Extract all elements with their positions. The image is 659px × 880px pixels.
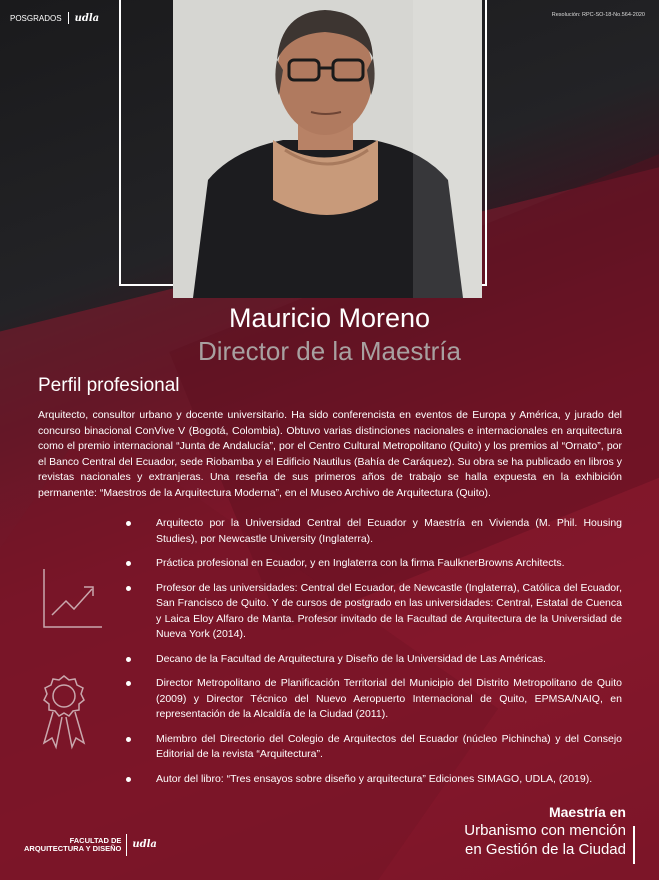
udla-logo: udla — [74, 12, 100, 24]
chart-growth-icon — [36, 565, 106, 635]
bullet-icon — [126, 521, 131, 526]
bullet-icon — [126, 737, 131, 742]
divider — [68, 12, 69, 24]
header-brand — [10, 12, 99, 24]
bullet-icon — [126, 561, 131, 566]
faculty-line2: ARQUITECTURA Y DISEÑO — [24, 844, 122, 853]
divider — [126, 834, 127, 856]
program-line2: Urbanismo con mención — [464, 822, 626, 839]
list-item-text: Profesor de las universidades: Central del Ecuador, de Newcastle (Inglaterra), Católica del Ecuador, San Francisco de Quito. Y de cursos de postgrado en las universidades: Central, Estatal de Cuenca y Laica Eloy Alfaro de Manta. Profesor invitado de la Facultad de Arquitectura de la Universidad de Nueva York (2014). — [156, 581, 622, 640]
list-item — [127, 556, 622, 572]
list-item — [127, 581, 622, 643]
list-item — [127, 676, 622, 723]
program-line1: Maestría en — [548, 804, 626, 820]
bullet-icon — [126, 777, 131, 782]
portrait-photo — [173, 0, 482, 298]
program-line3: en Gestión de la Ciudad — [465, 841, 626, 858]
list-item-text: Arquitecto por la Universidad Central del Ecuador y Maestría en Vivienda (M. Phil. Housing Studies), por Newcastle University (Inglaterra). — [156, 517, 622, 545]
list-item — [127, 516, 622, 547]
bullet-icon — [126, 586, 131, 591]
brand-label: POSGRADOS — [10, 13, 62, 23]
list-item — [127, 772, 622, 788]
person-role: Director de la Maestría — [198, 336, 461, 366]
list-item-text: Director Metropolitano de Planificación Territorial del Municipio del Distrito Metropolitano de Quito (2009) y Director Técnico del Nuevo Aeropuerto Internacional de Quito, EPMSA/NAIQ, en representación de la Alcaldía de la Ciudad (2011). — [156, 677, 622, 720]
accent-bar — [633, 826, 635, 864]
program-title — [464, 804, 626, 859]
list-item-text: Práctica profesional en Ecuador, y en Inglaterra con la firma FaulknerBrowns Architects. — [156, 557, 565, 569]
list-item-text: Miembro del Directorio del Colegio de Arquitectos del Ecuador (núcleo Pichincha) y del Consejo Editorial de la revista “Arquitectura”. — [156, 732, 622, 760]
list-item-text: Autor del libro: “Tres ensayos sobre diseño y arquitectura” Ediciones SIMAGO, UDLA, (2019). — [156, 772, 593, 785]
resolution-text: Resolución: RPC-SO-18-No.564-2020 — [551, 12, 645, 18]
bullet-icon — [126, 681, 131, 686]
udla-logo: udla — [132, 839, 157, 850]
faculty-line1: FACULTAD DE — [69, 836, 122, 845]
intro-paragraph: Arquitecto, consultor urbano y docente universitario. Ha sido conferencista en eventos de Europa y América, y jurado del concurso binacional ConVive V (Bogotá, Colombia). Obtuvo varias distinciones nacionales e internacionales en arquitectura como el premio internacional “Junta de Andalucía”, por el Centro Cultural Metropolitano (Quito) y los premios al “Ornato”, por el Banco Central del Ecuador, sede Riobamba y el Edificio Nautilus (Bahía de Caráquez). Su obra se ha publicado en libros y revistas nacionales y extranjeras. Una reseña de sus primeros años de trabajo se halla expuesta en la exhibición permanente: “Maestros de la Arquitectura Moderna”, en el Museo Archivo de Arquitectura (Quito). — [38, 409, 622, 499]
person-name: Mauricio Moreno — [228, 303, 431, 333]
section-title: Perfil profesional — [38, 375, 180, 396]
list-item — [127, 652, 622, 668]
achievements-list — [127, 516, 622, 796]
list-item — [127, 732, 622, 763]
faculty-logo — [24, 834, 157, 856]
award-ribbon-icon — [36, 673, 92, 753]
list-item-text: Decano de la Facultad de Arquitectura y Diseño de la Universidad de Las Américas. — [156, 652, 546, 665]
bullet-icon — [126, 657, 131, 662]
